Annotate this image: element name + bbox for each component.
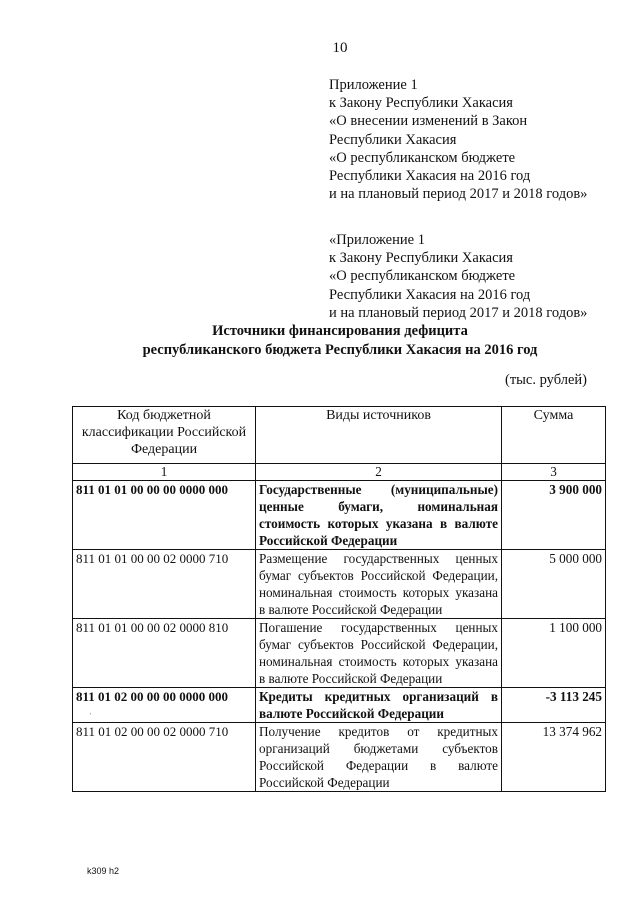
margin-mark: ˈ bbox=[89, 712, 93, 723]
row-code: 811 01 02 00 00 00 0000 000 bbox=[73, 688, 256, 723]
header-code: Код бюджетной классификации Российской Федерации bbox=[73, 407, 256, 464]
table-row bbox=[73, 688, 606, 723]
row-sum: -3 113 245 bbox=[502, 688, 606, 723]
appendix-line: и на плановый период 2017 и 2018 годов» bbox=[329, 186, 588, 203]
financing-sources-table bbox=[72, 406, 606, 792]
appendix-line: Республики Хакасия на 2016 год bbox=[329, 168, 531, 185]
row-sum: 5 000 000 bbox=[502, 550, 606, 619]
appendix-line: «Приложение 1 bbox=[329, 232, 425, 248]
header-sum: Сумма bbox=[502, 407, 606, 464]
appendix-line: к Закону Республики Хакасия bbox=[329, 250, 513, 267]
column-number: 1 bbox=[73, 464, 256, 481]
row-sum: 13 374 962 bbox=[502, 723, 606, 792]
page-number: 10 bbox=[332, 40, 348, 56]
appendix-line: «О республиканском бюджете bbox=[329, 268, 516, 285]
table-header-row bbox=[73, 407, 606, 464]
appendix-line: «О республиканском бюджете bbox=[329, 149, 516, 166]
row-code: 811 01 02 00 00 02 0000 710 bbox=[73, 723, 256, 792]
appendix-line: к Закону Республики Хакасия bbox=[329, 95, 513, 112]
column-number: 2 bbox=[256, 464, 502, 481]
document-title bbox=[0, 322, 640, 360]
row-code: 811 01 01 00 00 02 0000 810 bbox=[73, 619, 256, 688]
row-code: 811 01 01 00 00 02 0000 710 bbox=[73, 550, 256, 619]
table-row bbox=[73, 619, 606, 688]
row-sum: 1 100 000 bbox=[502, 619, 606, 688]
row-name: Получение кредитов от кредитных организаций бюджетами субъектов Российской Федерации в валюте Российской Федерации bbox=[256, 723, 502, 792]
appendix-line: Приложение 1 bbox=[329, 77, 418, 93]
table-row bbox=[73, 723, 606, 792]
row-name: Размещение государственных ценных бумаг субъектов Российской Федерации, номинальная стоимость которых указана в валюте Российской Федерации bbox=[256, 550, 502, 619]
appendix-line: Республики Хакасия bbox=[329, 131, 457, 148]
table-row bbox=[73, 550, 606, 619]
title-line: республиканского бюджета Республики Хакасия на 2016 год bbox=[142, 342, 538, 358]
column-number-row bbox=[73, 464, 606, 481]
table-row bbox=[73, 481, 606, 550]
appendix-line: «О внесении изменений в Закон bbox=[329, 113, 528, 130]
row-name: Погашение государственных ценных бумаг субъектов Российской Федерации, номинальная стоимость которых указана в валюте Российской Федерации bbox=[256, 619, 502, 688]
row-sum: 3 900 000 bbox=[502, 481, 606, 550]
footer-document-code: k309 h2 bbox=[87, 866, 120, 876]
appendix-reference-budget-law bbox=[329, 231, 587, 322]
title-line: Источники финансирования дефицита bbox=[212, 323, 468, 339]
appendix-line: Республики Хакасия на 2016 год bbox=[329, 286, 531, 303]
header-name: Виды источников bbox=[256, 407, 502, 464]
row-name: Кредиты кредитных организаций в валюте Российской Федерации bbox=[256, 688, 502, 723]
column-number: 3 bbox=[502, 464, 606, 481]
appendix-reference-amending-law bbox=[329, 76, 587, 203]
row-code: 811 01 01 00 00 00 0000 000 bbox=[73, 481, 256, 550]
appendix-line: и на плановый период 2017 и 2018 годов» bbox=[329, 304, 588, 321]
row-name: Государственные (муниципальные) ценные бумаги, номинальная стоимость которых указана в валюте Российской Федерации bbox=[256, 481, 502, 550]
units-label: (тыс. рублей) bbox=[505, 372, 587, 388]
